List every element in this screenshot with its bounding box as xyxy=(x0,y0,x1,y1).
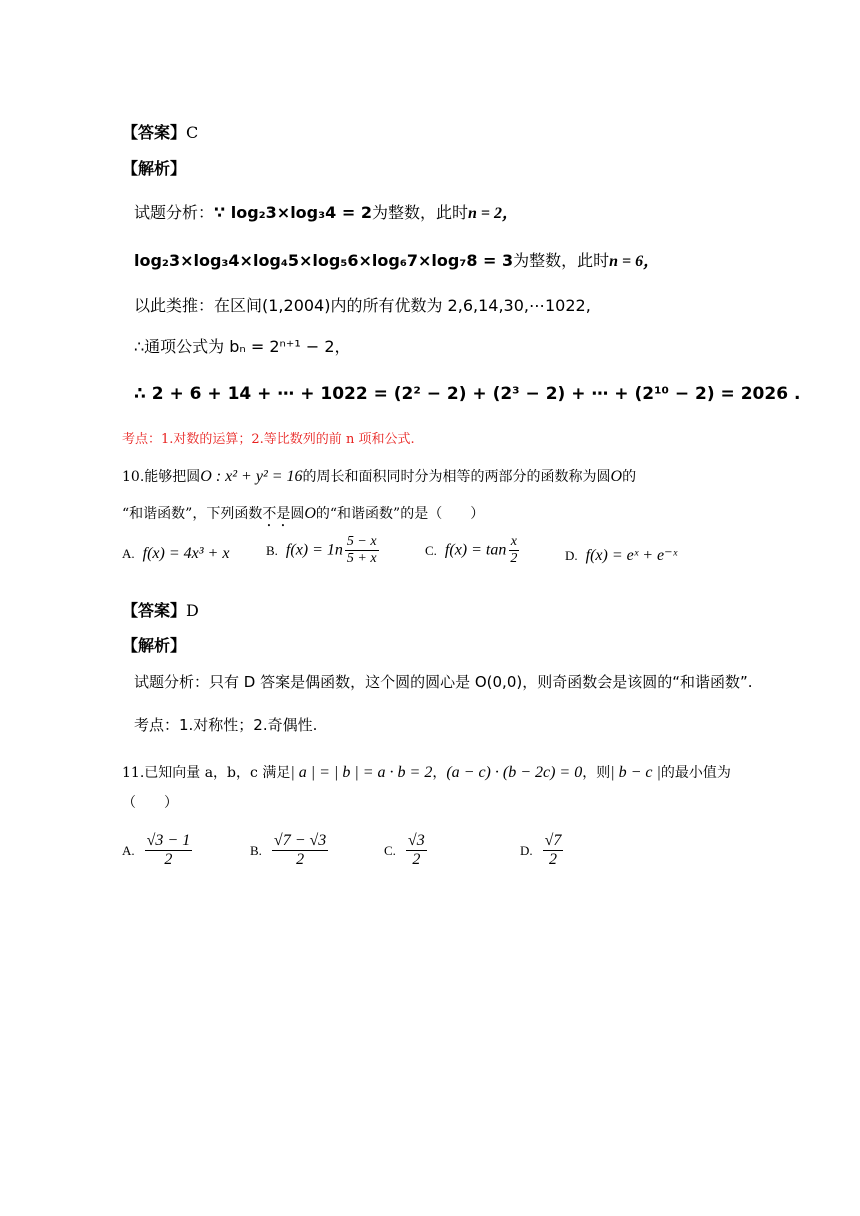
stem-text: 的 xyxy=(622,469,637,485)
analysis-line-1 xyxy=(134,200,518,223)
answer-line-q10 xyxy=(122,598,199,621)
option-d[interactable] xyxy=(520,832,565,870)
analysis-prefix: 试题分析： xyxy=(134,203,215,222)
option-label: D. xyxy=(520,842,533,858)
numerator: √7 − √3 xyxy=(272,832,328,851)
question-10-stem-line-1 xyxy=(122,466,636,486)
analysis-line-3: 以此类推：在区间(1,2004)内的所有优数为 2,6,14,30,⋯1022, xyxy=(134,296,591,315)
analysis-label: 【解析】 xyxy=(122,636,187,655)
numerator: √3 − 1 xyxy=(145,832,193,851)
option-label: A. xyxy=(122,842,135,858)
option-expression: f(x) = 1n xyxy=(285,541,343,559)
option-expression: f(x) = tan xyxy=(444,541,507,559)
math-symbol: O xyxy=(304,505,316,522)
answer-blank: （ ） xyxy=(122,795,178,811)
stem-text: 圆 xyxy=(290,506,305,522)
option-c[interactable] xyxy=(425,534,521,567)
denominator: 2 xyxy=(412,851,421,869)
option-b[interactable] xyxy=(250,832,330,870)
option-a[interactable] xyxy=(122,545,229,563)
kaodian-q9: 考点：1.对数的运算；2.等比数列的前 n 项和公式. xyxy=(122,432,415,447)
question-11-stem xyxy=(122,762,731,782)
math-expression: O : x² + y² = 16 xyxy=(200,468,303,485)
answer-value: D xyxy=(186,601,199,620)
analysis-label: 【解析】 xyxy=(122,159,187,178)
math-expression: | a | = | b | = a · b = 2 xyxy=(290,764,433,781)
denominator: 2 xyxy=(510,551,518,567)
analysis-line-5: ∴ 2 + 6 + 14 + ⋯ + 1022 = (2² − 2) + (2³ − 2) + ⋯ + (2¹⁰ − 2) = 2026 . xyxy=(134,384,801,404)
stem-text: ，则 xyxy=(582,765,611,781)
stem-text: 10.能够把圆 xyxy=(122,469,201,485)
option-label: A. xyxy=(122,546,135,561)
fraction xyxy=(543,832,564,870)
numerator: x xyxy=(509,534,519,551)
answer-line-q9 xyxy=(122,120,198,143)
analysis-line-2 xyxy=(134,248,659,271)
math-expression: n = 2， xyxy=(467,205,518,222)
denominator: 5 + x xyxy=(346,551,377,567)
option-d[interactable] xyxy=(565,545,677,565)
numerator: 5 − x xyxy=(345,534,379,551)
option-label: C. xyxy=(384,842,396,858)
fraction xyxy=(145,832,193,870)
stem-text: 的最小值为 xyxy=(660,765,731,781)
answer-value: C xyxy=(186,123,199,142)
question-10-stem-line-2 xyxy=(122,503,484,530)
answer-label: 【答案】 xyxy=(122,123,187,142)
analysis-text: 为整数，此时 xyxy=(513,251,610,270)
math-symbol: O xyxy=(610,468,623,485)
math-expression: log₂3×log₃4×log₄5×log₅6×log₆7×log₇8 = 3 xyxy=(134,251,514,270)
option-expression: f(x) = eˣ + e⁻ˣ xyxy=(585,547,678,564)
option-label: B. xyxy=(250,842,262,858)
numerator: √3 xyxy=(406,832,427,851)
analysis-line-4: ∴通项公式为 bₙ = 2ⁿ⁺¹ − 2， xyxy=(134,337,351,356)
option-c[interactable] xyxy=(384,832,429,870)
option-label: B. xyxy=(266,542,278,558)
stem-text: 的周长和面积同时分为相等的两部分的函数称为圆 xyxy=(302,469,611,485)
stem-text: 的“和谐函数”的是（ ） xyxy=(315,506,485,522)
math-expression: | b − c | xyxy=(610,764,661,781)
analysis-text: 为整数，此时 xyxy=(371,203,468,222)
stem-text: 11.已知向量 a，b，c 满足 xyxy=(122,765,291,781)
denominator: 2 xyxy=(549,851,558,869)
fraction xyxy=(345,534,379,567)
fraction xyxy=(272,832,328,870)
option-a[interactable] xyxy=(122,832,194,870)
option-b[interactable] xyxy=(266,534,381,567)
denominator: 2 xyxy=(296,851,305,869)
math-expression: (a − c) · (b − 2c) = 0 xyxy=(446,764,583,781)
option-label: D. xyxy=(565,548,578,563)
fraction xyxy=(508,534,519,567)
option-expression: f(x) = 4x³ + x xyxy=(142,545,230,562)
answer-label: 【答案】 xyxy=(122,601,187,620)
fraction xyxy=(406,832,427,870)
analysis-line: 试题分析：只有 D 答案是偶函数，这个圆的圆心是 O(0,0)，则奇函数会是该圆的“和谐函数”. xyxy=(134,673,753,691)
math-expression: ∵ log₂3×log₃4 = 2 xyxy=(214,203,372,222)
math-expression: n = 6， xyxy=(609,253,660,270)
option-label: C. xyxy=(425,542,437,558)
emphasis-text: 不是 xyxy=(262,506,291,522)
denominator: 2 xyxy=(164,851,173,869)
numerator: √7 xyxy=(543,832,564,851)
stem-text: ， xyxy=(432,765,447,781)
kaodian-q10: 考点：1.对称性；2.奇偶性. xyxy=(134,716,318,734)
stem-text: “和谐函数”，下列函数 xyxy=(122,506,263,522)
